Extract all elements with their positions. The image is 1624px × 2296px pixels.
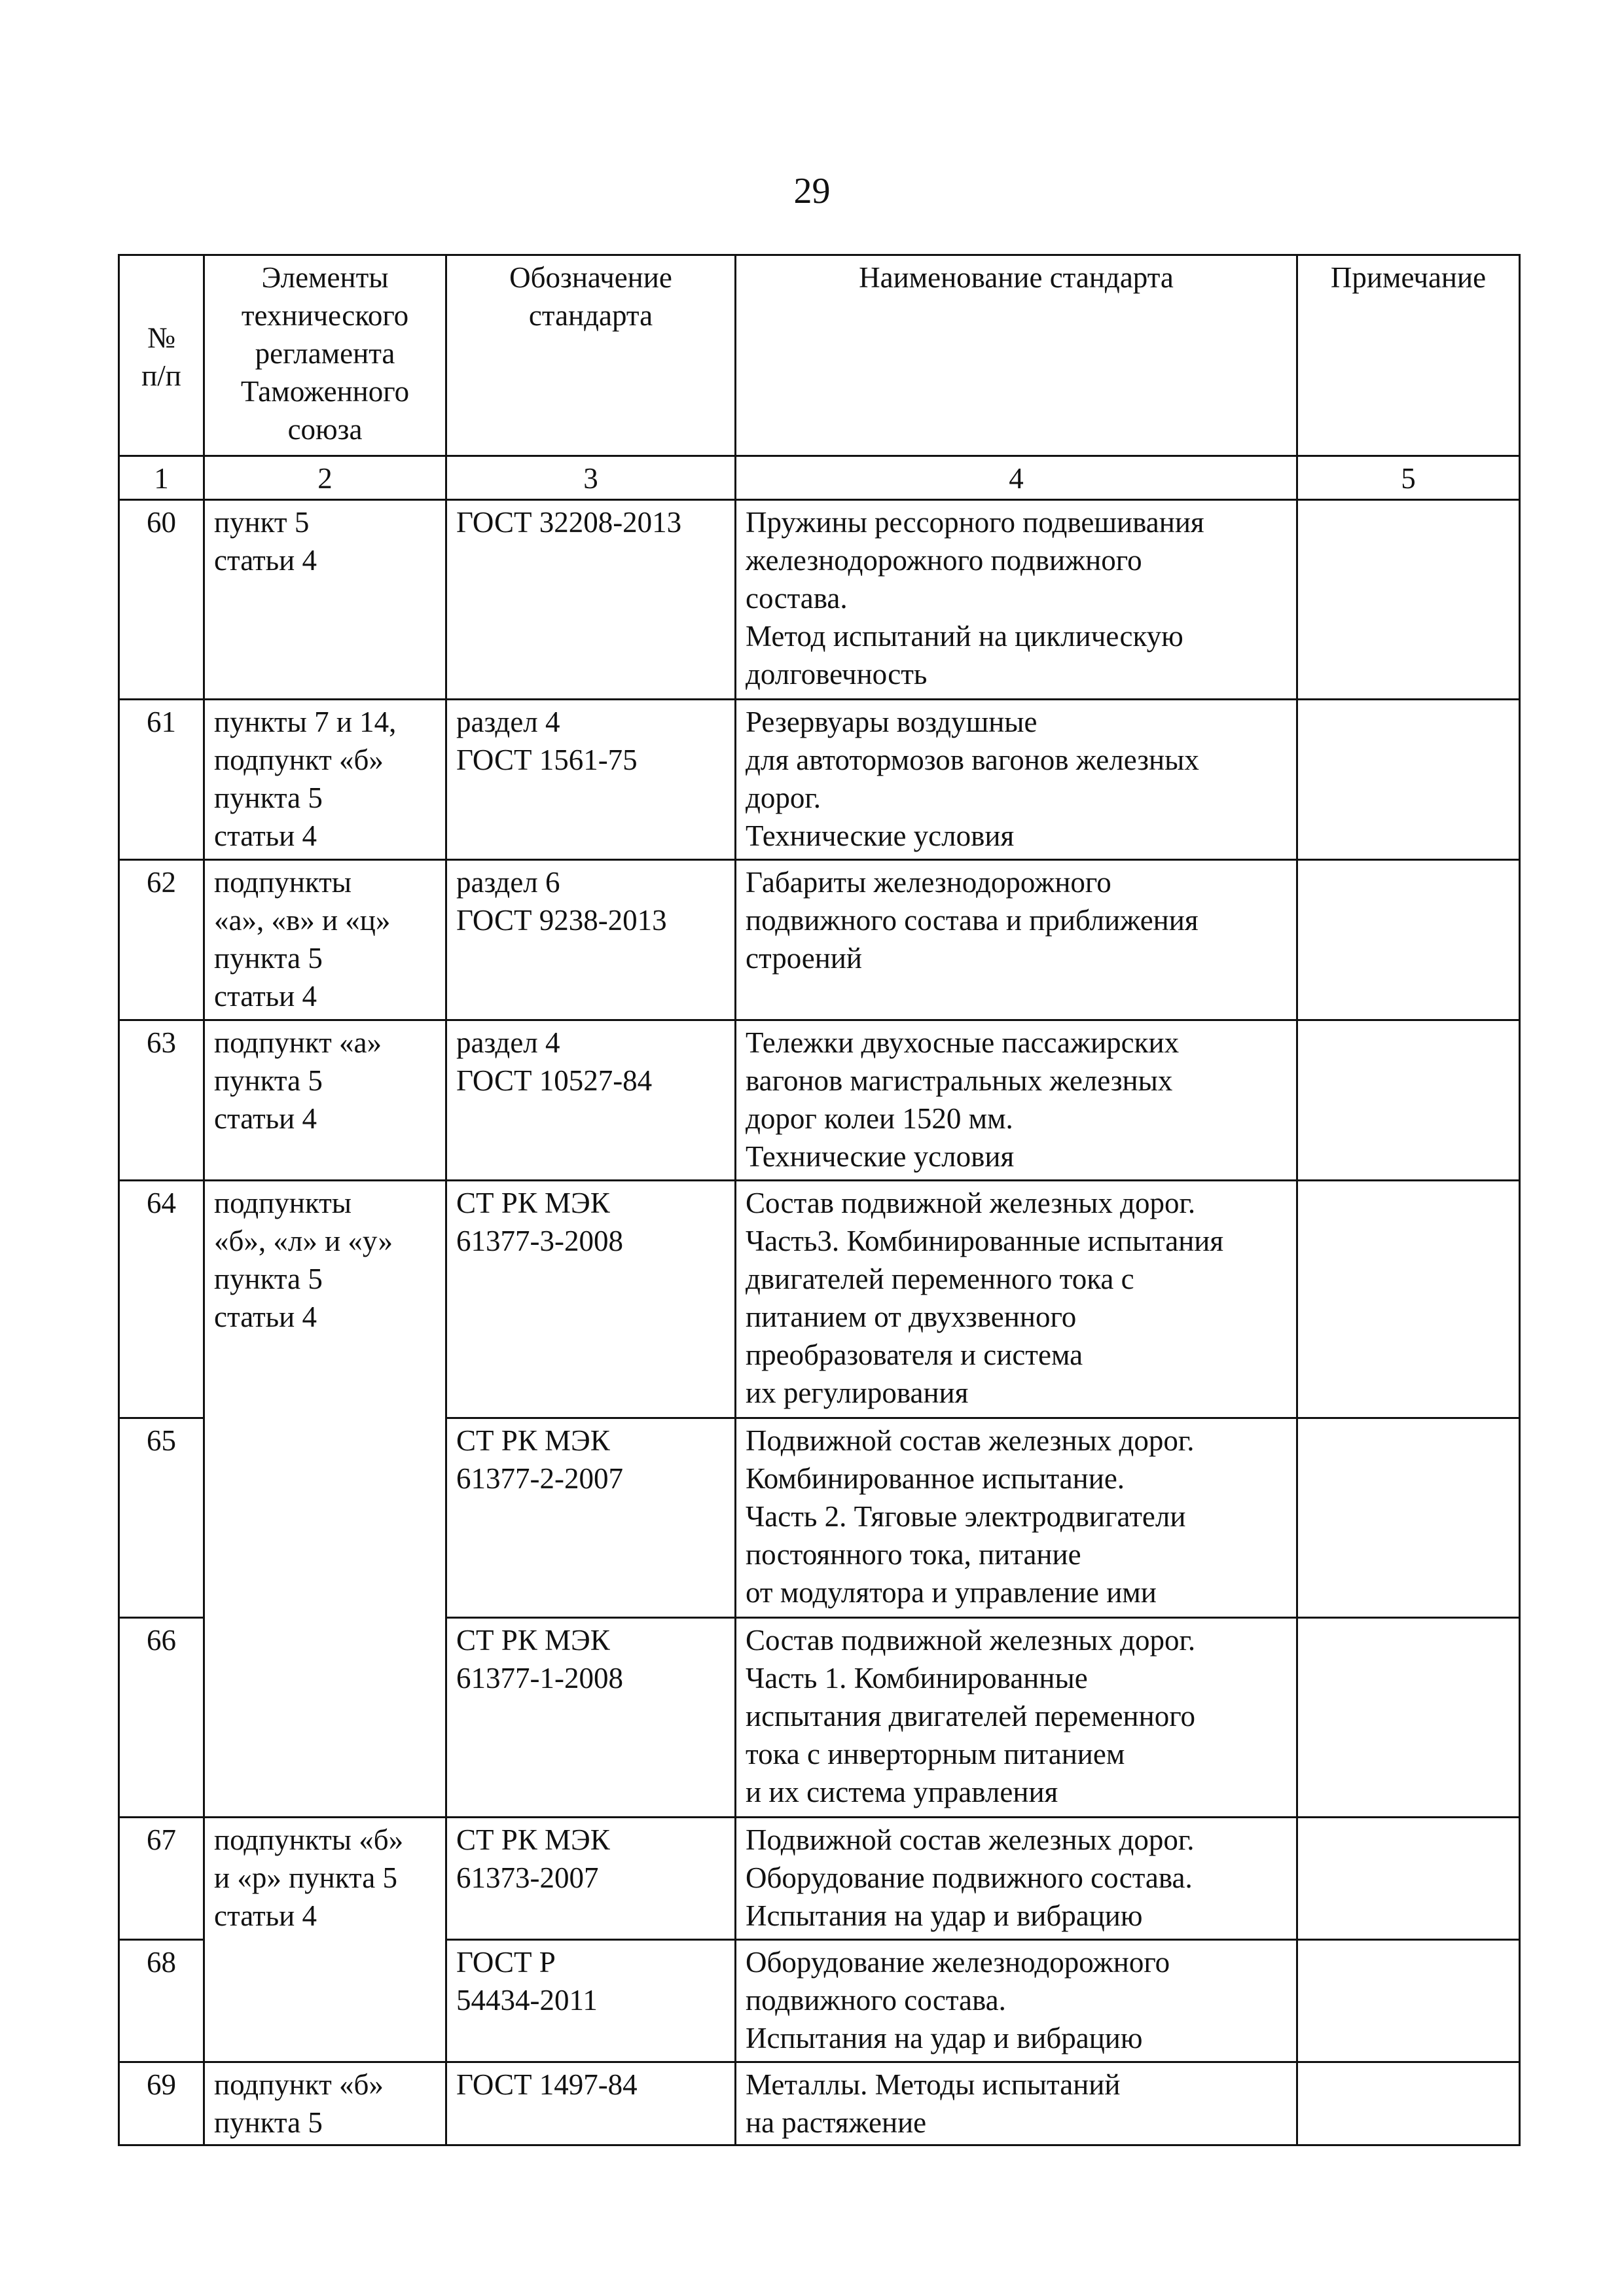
row-number: 64 <box>119 1181 204 1418</box>
row-element: подпункты «б» и «р» пункта 5 статьи 4 <box>204 1818 446 2062</box>
column-number: 5 <box>1297 456 1520 500</box>
row-note <box>1297 1940 1520 2062</box>
row-number: 69 <box>119 2062 204 2145</box>
row-note <box>1297 500 1520 700</box>
page-number: 29 <box>793 171 831 211</box>
row-designation: ГОСТ 1497-84 <box>446 2062 736 2145</box>
row-number: 66 <box>119 1618 204 1818</box>
row-designation: раздел 4 ГОСТ 10527-84 <box>446 1020 736 1181</box>
table-row <box>119 860 1520 1020</box>
table-row <box>119 1181 1520 1418</box>
header-designation: Обозначение стандарта <box>446 255 736 456</box>
header-row <box>119 255 1520 456</box>
row-element: подпункт «а» пункта 5 статьи 4 <box>204 1020 446 1181</box>
row-number: 67 <box>119 1818 204 1940</box>
row-element: подпункты «а», «в» и «ц» пункта 5 статьи 4 <box>204 860 446 1020</box>
row-note <box>1297 1181 1520 1418</box>
header-number: № п/п <box>119 255 204 456</box>
header-note: Примечание <box>1297 255 1520 456</box>
row-element: подпункт «б» пункта 5 <box>204 2062 446 2145</box>
row-note <box>1297 700 1520 860</box>
row-note <box>1297 1418 1520 1618</box>
column-number: 3 <box>446 456 736 500</box>
row-standard-name: Оборудование железнодорожного подвижного состава. Испытания на удар и вибрацию <box>736 1940 1297 2062</box>
row-designation: раздел 4 ГОСТ 1561-75 <box>446 700 736 860</box>
row-standard-name: Состав подвижной железных дорог. Часть3. Комбинированные испытания двигателей переменного тока с питанием от двухзвенного преобразователя и система их регулирования <box>736 1181 1297 1418</box>
row-designation: ГОСТ Р 54434-2011 <box>446 1940 736 2062</box>
row-number: 68 <box>119 1940 204 2062</box>
table-row <box>119 1818 1520 1940</box>
row-element: подпункты «б», «л» и «у» пункта 5 статьи 4 <box>204 1181 446 1818</box>
row-number: 61 <box>119 700 204 860</box>
row-designation: раздел 6 ГОСТ 9238-2013 <box>446 860 736 1020</box>
row-standard-name: Состав подвижной железных дорог. Часть 1. Комбинированные испытания двигателей переменного тока с инверторным питанием и их система управления <box>736 1618 1297 1818</box>
header-element: Элементы технического регламента Таможенного союза <box>204 255 446 456</box>
row-element: пункт 5 статьи 4 <box>204 500 446 700</box>
row-designation: ГОСТ 32208-2013 <box>446 500 736 700</box>
row-standard-name: Подвижной состав железных дорог. Комбинированное испытание. Часть 2. Тяговые электродвигатели постоянного тока, питание от модулятора и управление ими <box>736 1418 1297 1618</box>
row-standard-name: Подвижной состав железных дорог. Оборудование подвижного состава. Испытания на удар и вибрацию <box>736 1818 1297 1940</box>
row-standard-name: Резервуары воздушные для автотормозов вагонов железных дорог. Технические условия <box>736 700 1297 860</box>
column-number: 4 <box>736 456 1297 500</box>
table-row <box>119 1020 1520 1181</box>
row-number: 65 <box>119 1418 204 1618</box>
row-designation: СТ РК МЭК 61377-1-2008 <box>446 1618 736 1818</box>
row-note <box>1297 1818 1520 1940</box>
row-number: 62 <box>119 860 204 1020</box>
row-note <box>1297 1618 1520 1818</box>
row-standard-name: Тележки двухосные пассажирских вагонов магистральных железных дорог колеи 1520 мм. Технические условия <box>736 1020 1297 1181</box>
column-number: 2 <box>204 456 446 500</box>
standards-table <box>118 254 1521 2146</box>
table-row <box>119 500 1520 700</box>
row-element: пункты 7 и 14, подпункт «б» пункта 5 статьи 4 <box>204 700 446 860</box>
row-note <box>1297 860 1520 1020</box>
row-note <box>1297 2062 1520 2145</box>
table-row <box>119 700 1520 860</box>
column-number-row <box>119 456 1520 500</box>
row-number: 63 <box>119 1020 204 1181</box>
row-standard-name: Габариты железнодорожного подвижного состава и приближения строений <box>736 860 1297 1020</box>
row-standard-name: Металлы. Методы испытаний на растяжение <box>736 2062 1297 2145</box>
table-row <box>119 2062 1520 2145</box>
header-name: Наименование стандарта <box>736 255 1297 456</box>
row-designation: СТ РК МЭК 61377-3-2008 <box>446 1181 736 1418</box>
row-designation: СТ РК МЭК 61377-2-2007 <box>446 1418 736 1618</box>
row-number: 60 <box>119 500 204 700</box>
row-standard-name: Пружины рессорного подвешивания железнодорожного подвижного состава. Метод испытаний на циклическую долговечность <box>736 500 1297 700</box>
row-note <box>1297 1020 1520 1181</box>
row-designation: СТ РК МЭК 61373-2007 <box>446 1818 736 1940</box>
column-number: 1 <box>119 456 204 500</box>
